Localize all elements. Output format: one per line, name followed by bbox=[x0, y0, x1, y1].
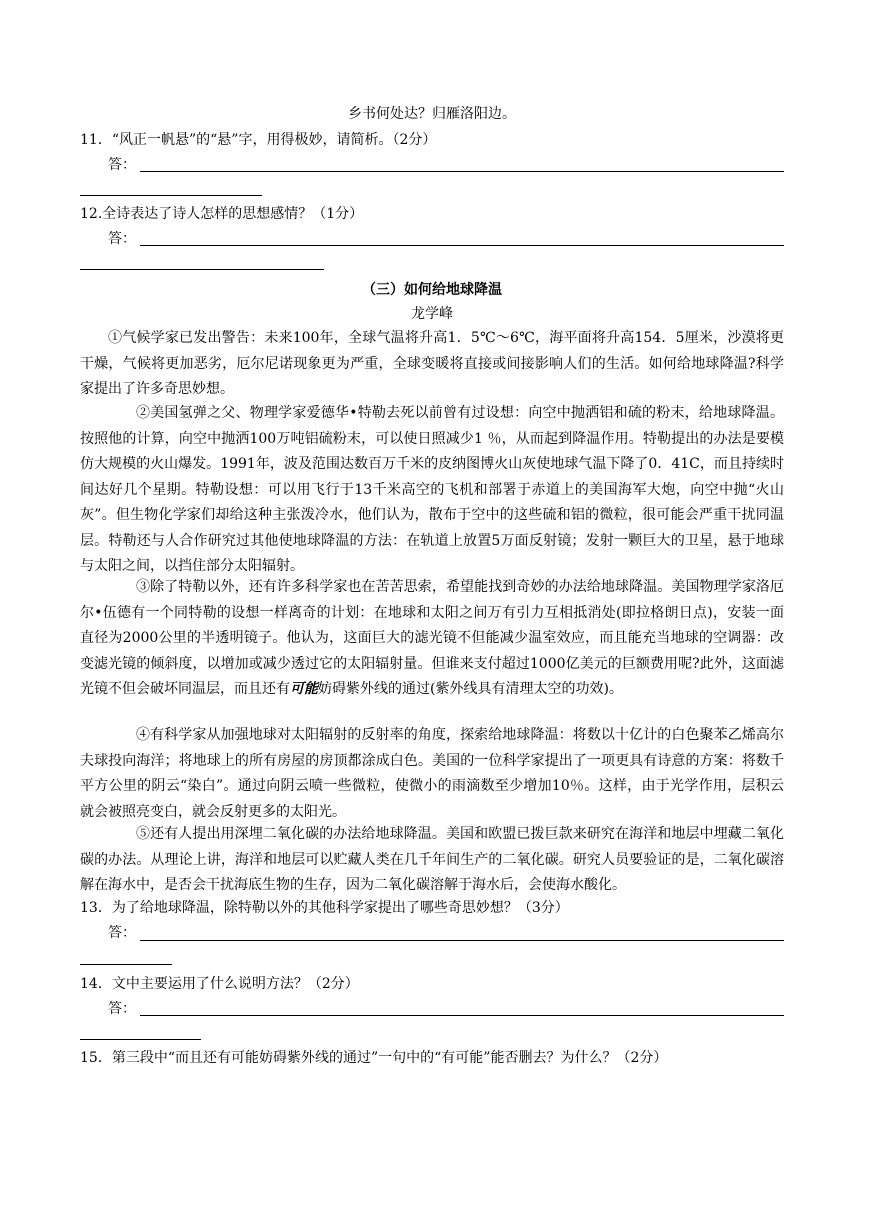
emphasized-word: 可能 bbox=[290, 681, 318, 697]
answer-line-12-continued[interactable] bbox=[80, 269, 324, 270]
paragraph-3-text-a: ③除了特勒以外，还有许多科学家也在苦苦思索，希望能找到奇妙的办法给地球降温。美国物理学家洛厄尔•伍德有一个同特勒的设想一样离奇的计划：在地球和太阳之间万有引力互相抵消处(即拉格朗日点)，安装一面直径为2000公里的半透明镜子。他认为，这面巨大的滤光镜不但能减少温室效应，而且能充当地球的空调器：改变滤光镜的倾斜度，以增加或减少透过它的太阳辐射量。但谁来支付超过1000亿美元的巨额费用呢?此外，这面滤光镜不但会破坏同温层，而且还有 bbox=[80, 579, 784, 697]
paragraph-3 bbox=[80, 575, 784, 703]
paragraph-1: ①气候学家已发出警告：未来100年，全球气温将升高1．5℃～6℃，海平面将升高154．5厘米，沙漠将更干燥，气候将更加恶劣，厄尔尼诺现象更为严重，全球变暖将直接或间接影响人们的生活。如何给地球降温?科学家提出了许多奇思妙想。 bbox=[80, 330, 784, 397]
section-title: （三）如何给地球降温 bbox=[362, 282, 502, 298]
paragraph-2: ②美国氢弹之父、物理学家爱德华•特勒去死以前曾有过设想：向空中抛洒铝和硫的粉末，给地球降温。按照他的计算，向空中抛洒100万吨铝硫粉末，可以使日照减少1 ％，从而起到降温作用。特勒提出的办法是要模仿大规模的火山爆发。1991年，波及范围达数百万千米的皮纳图博火山灰使地球气温下降了0．41C，而且持续时间达好几个星期。特勒设想：可以用飞行于13千米高空的飞机和部署于赤道上的美国海军大炮，向空中抛“火山灰”。但生物化学家们却给这种主张泼冷水，他们认为，散布于空中的这些硫和铝的微粒，很可能会严重干扰同温层。特勒还与人合作研究过其他使地球降温的方法：在轨道上放置5万面反射镜；发射一颗巨大的卫星，悬于地球与太阳之间，以挡住部分太阳辐射。 bbox=[80, 405, 784, 574]
answer-line-13-continued[interactable] bbox=[80, 964, 172, 965]
poem-line: 乡书何处达？归雁洛阳边。 bbox=[348, 106, 516, 122]
paragraph-4: ④有科学家从加强地球对太阳辐射的反射率的角度，探索给地球降温：将数以十亿计的白色聚苯乙烯高尔夫球投向海洋；将地球上的所有房屋的房顶都涂成白色。美国的一位科学家提出了一项更具有诗意的方案：将数千平方公里的阴云“染白”。通过向阴云喷一些微粒，使微小的雨滴数至少增加10％。这样，由于光学作用，层积云就会被照亮变白，就会反射更多的太阳光。 bbox=[80, 727, 784, 820]
answer-label-13: 答： bbox=[108, 925, 136, 941]
question-14: 14．文中主要运用了什么说明方法？（2分） bbox=[80, 976, 359, 992]
question-13: 13．为了给地球降温，除特勒以外的其他科学家提出了哪些奇思妙想？（3分） bbox=[80, 900, 569, 916]
answer-line-14[interactable] bbox=[140, 1015, 784, 1016]
paragraph-3-text-b: 妨碍紫外线的通过(紫外线具有清理太空的功效)。 bbox=[318, 681, 623, 697]
answer-line-11-continued[interactable] bbox=[80, 195, 262, 196]
answer-line-14-continued[interactable] bbox=[80, 1039, 201, 1040]
answer-line-11[interactable] bbox=[140, 171, 784, 172]
answer-label-11: 答： bbox=[108, 157, 136, 173]
answer-line-12[interactable] bbox=[140, 245, 784, 246]
answer-line-13[interactable] bbox=[140, 940, 784, 941]
answer-label-12: 答： bbox=[108, 231, 136, 247]
article-author: 龙学峰 bbox=[411, 306, 453, 322]
question-12: 12.全诗表达了诗人怎样的思想感情？（1分） bbox=[80, 206, 364, 222]
question-11: 11．“风正一帆悬”的“悬”字，用得极妙，请简析。（2分） bbox=[80, 132, 437, 148]
paragraph-5: ⑤还有人提出用深埋二氧化碳的办法给地球降温。美国和欧盟已拨巨款来研究在海洋和地层中埋藏二氧化碳的办法。从理论上讲，海洋和地层可以贮藏人类在几千年间生产的二氧化碳。研究人员要验证的是，二氧化碳溶解在海水中，是否会干扰海底生物的生存，因为二氧化碳溶解于海水后，会使海水酸化。 bbox=[80, 826, 784, 893]
answer-label-14: 答： bbox=[108, 1001, 136, 1017]
question-15: 15．第三段中“而且还有可能妨碍紫外线的通过”一句中的“有可能”能否删去？为什么？（2分） bbox=[80, 1050, 668, 1066]
